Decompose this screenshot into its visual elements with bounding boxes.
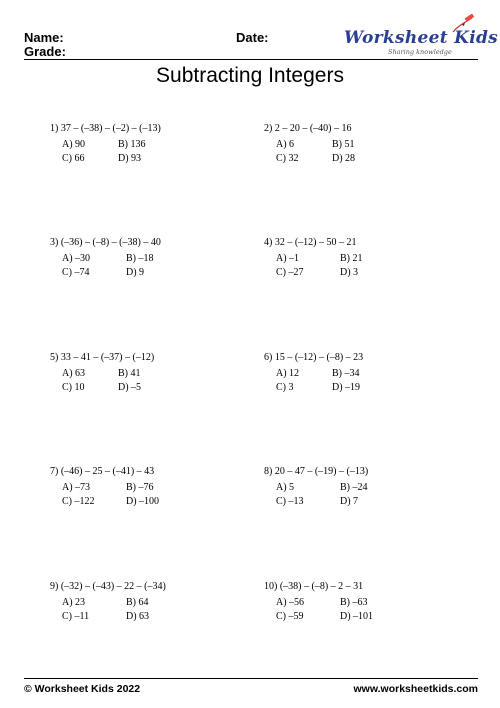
answer-options [62, 367, 250, 395]
question-expression: 8) 20 – 47 – (–19) – (–13) [264, 466, 369, 477]
question-2 [264, 122, 464, 166]
question-expression: 5) 33 – 41 – (–37) – (–12) [50, 352, 155, 363]
option-d[interactable]: D) 93 [118, 153, 142, 164]
question-1 [50, 122, 250, 166]
option-b[interactable]: B) –76 [126, 482, 154, 493]
answer-options [276, 367, 464, 395]
option-d[interactable]: D) 9 [126, 267, 145, 278]
question-6 [264, 351, 464, 395]
question-expression: 10) (–38) – (–8) – 2 – 31 [264, 581, 364, 592]
option-a[interactable]: A) 23 [62, 597, 86, 608]
worksheet-kids-logo [344, 14, 499, 60]
question-8 [264, 465, 464, 509]
answer-options [276, 481, 464, 509]
option-b[interactable]: B) 21 [340, 253, 363, 264]
option-a[interactable]: A) 12 [276, 368, 300, 379]
option-d[interactable]: D) 3 [340, 267, 359, 278]
header-divider [24, 59, 478, 60]
option-c[interactable]: C) –122 [62, 496, 95, 507]
option-a[interactable]: A) 6 [276, 139, 295, 150]
question-expression: 6) 15 – (–12) – (–8) – 23 [264, 352, 364, 363]
page-title: Subtracting Integers [156, 64, 344, 87]
answer-options [62, 252, 250, 280]
option-c[interactable]: C) 32 [276, 153, 299, 164]
option-b[interactable]: B) –18 [126, 253, 154, 264]
question-10 [264, 580, 464, 624]
option-a[interactable]: A) 5 [276, 482, 295, 493]
option-b[interactable]: B) 64 [126, 597, 149, 608]
option-a[interactable]: A) –1 [276, 253, 300, 264]
option-b[interactable]: B) 41 [118, 368, 141, 379]
option-d[interactable]: D) –101 [340, 611, 374, 622]
question-expression: 2) 2 – 20 – (–40) – 16 [264, 123, 352, 134]
question-4 [264, 236, 464, 280]
option-b[interactable]: B) –34 [332, 368, 360, 379]
option-c[interactable]: C) –74 [62, 267, 90, 278]
option-d[interactable]: D) –19 [332, 382, 361, 393]
name-label: Name: [24, 30, 64, 45]
option-b[interactable]: B) 136 [118, 139, 146, 150]
option-c[interactable]: C) –13 [276, 496, 304, 507]
option-c[interactable]: C) –27 [276, 267, 304, 278]
grade-label: Grade: [24, 44, 66, 59]
option-c[interactable]: C) –11 [62, 611, 90, 622]
question-expression: 1) 37 – (–38) – (–2) – (–13) [50, 123, 161, 134]
question-expression: 4) 32 – (–12) – 50 – 21 [264, 237, 357, 248]
question-5 [50, 351, 250, 395]
answer-options [62, 138, 250, 166]
option-a[interactable]: A) 63 [62, 368, 86, 379]
option-d[interactable]: D) 7 [340, 496, 359, 507]
answer-options [62, 481, 250, 509]
footer-copyright: © Worksheet Kids 2022 [24, 683, 141, 695]
question-expression: 3) (–36) – (–8) – (–38) – 40 [50, 237, 161, 248]
option-a[interactable]: A) –30 [62, 253, 91, 264]
option-b[interactable]: B) –24 [340, 482, 368, 493]
option-d[interactable]: D) 63 [126, 611, 150, 622]
question-expression: 9) (–32) – (–43) – 22 – (–34) [50, 581, 166, 592]
footer-divider [24, 678, 478, 679]
logo-tagline: Sharing knowledge [388, 48, 452, 56]
option-a[interactable]: A) –56 [276, 597, 305, 608]
answer-options [276, 596, 464, 624]
option-c[interactable]: C) –59 [276, 611, 304, 622]
date-label: Date: [236, 30, 269, 45]
option-d[interactable]: D) 28 [332, 153, 356, 164]
answer-options [276, 138, 464, 166]
question-3 [50, 236, 250, 280]
option-d[interactable]: D) –100 [126, 496, 160, 507]
logo-text: Worksheet Kids [344, 28, 499, 48]
option-a[interactable]: A) 90 [62, 139, 86, 150]
option-c[interactable]: C) 3 [276, 382, 294, 393]
option-b[interactable]: B) 51 [332, 139, 355, 150]
option-d[interactable]: D) –5 [118, 382, 142, 393]
option-b[interactable]: B) –63 [340, 597, 368, 608]
option-c[interactable]: C) 10 [62, 382, 85, 393]
answer-options [276, 252, 464, 280]
option-a[interactable]: A) –73 [62, 482, 91, 493]
footer-website[interactable]: www.worksheetkids.com [353, 683, 478, 695]
question-expression: 7) (–46) – 25 – (–41) – 43 [50, 466, 155, 477]
answer-options [62, 596, 250, 624]
question-9 [50, 580, 250, 624]
option-c[interactable]: C) 66 [62, 153, 85, 164]
question-7 [50, 465, 250, 509]
